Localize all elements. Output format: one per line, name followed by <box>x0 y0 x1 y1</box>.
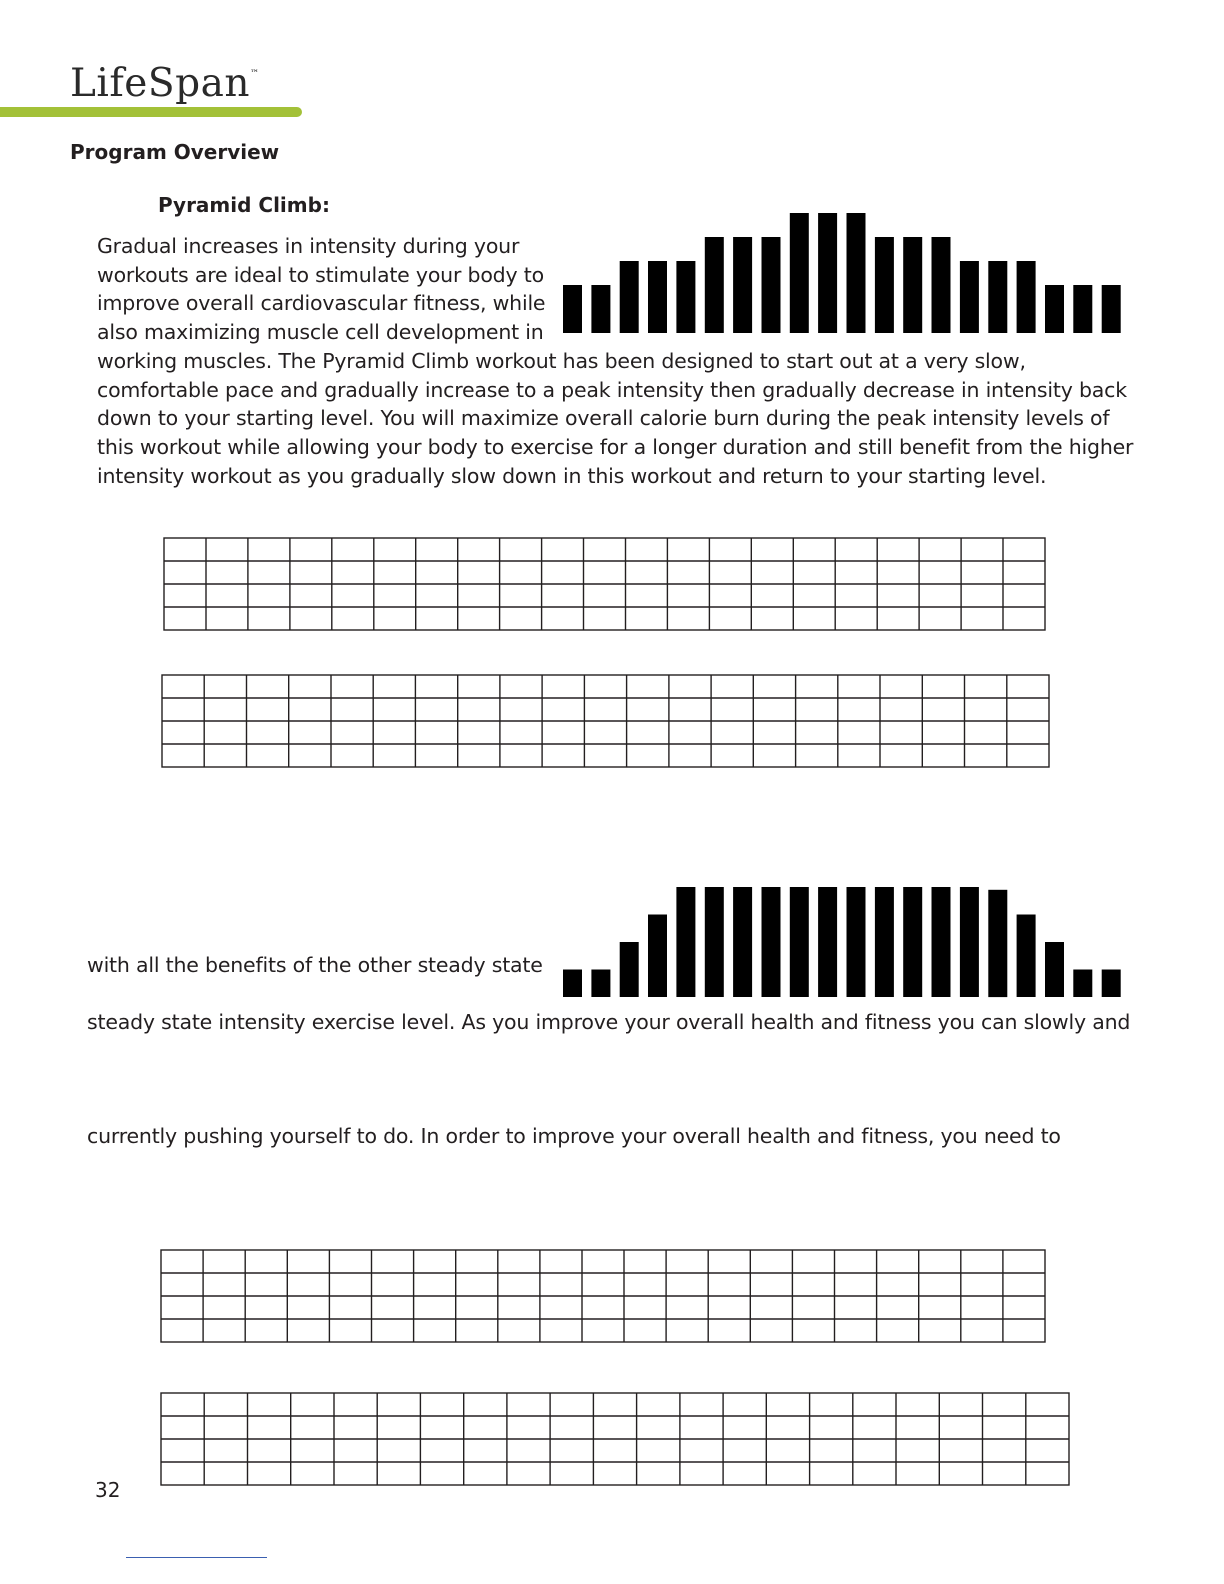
grid-border <box>161 1393 1069 1485</box>
steady-state-bar <box>762 887 781 997</box>
description-line: this workout while allowing your body to exercise for a longer duration and still benefit from the higher <box>97 434 1134 459</box>
description-line: workouts are ideal to stimulate your body to <box>97 262 544 287</box>
steady-state-bar <box>591 970 610 998</box>
steady-state-bar <box>790 887 809 997</box>
brand-accent-bar <box>0 107 302 117</box>
program-grid-2 <box>162 675 1049 767</box>
program-grid-1 <box>164 538 1045 630</box>
steady-state-bar <box>705 887 724 997</box>
program-grid-4 <box>161 1393 1069 1485</box>
steady-state-bar <box>563 970 582 998</box>
steady-state-bar <box>648 915 667 998</box>
steady-state-bar <box>875 887 894 997</box>
steady-state-bar <box>1102 970 1121 998</box>
steady-state-text-fragment: with all the benefits of the other steady state <box>87 953 543 977</box>
pyramid-climb-description <box>97 232 1133 490</box>
description-line: Gradual increases in intensity during your <box>97 234 520 258</box>
steady-state-bar <box>620 942 639 997</box>
grid-border <box>164 538 1045 630</box>
steady-state-bar <box>676 887 695 997</box>
description-line: down to your starting level. You will maximize overall calorie burn during the peak intensity levels of <box>97 406 1110 431</box>
grid-border <box>162 675 1049 767</box>
steady-state-bar <box>903 887 922 997</box>
logo-text: LifeSpan <box>70 61 250 106</box>
steady-state-bar <box>733 887 752 997</box>
section-title: Program Overview <box>70 140 280 164</box>
steady-state-text-fragment: steady state intensity exercise level. As you improve your overall health and fitness you can slowly and <box>87 1010 1131 1034</box>
steady-state-bar <box>1017 915 1036 998</box>
description-line: improve overall cardiovascular fitness, while <box>97 291 546 316</box>
lifespan-logo <box>70 61 260 106</box>
description-line: working muscles. The Pyramid Climb workout has been designed to start out at a very slow, <box>97 348 1026 373</box>
steady-state-text-fragment: currently pushing yourself to do. In order to improve your overall health and fitness, you need to <box>87 1124 1061 1148</box>
description-line: comfortable pace and gradually increase to a peak intensity then gradually decrease in intensity back <box>97 377 1127 402</box>
description-line: intensity workout as you gradually slow down in this workout and return to your starting level. <box>97 463 1047 488</box>
steady-state-bar <box>960 887 979 997</box>
footer-rule <box>126 1557 267 1558</box>
page-number: 32 <box>95 1478 121 1502</box>
pyramid-climb-title: Pyramid Climb: <box>158 193 330 217</box>
steady-state-bar <box>932 887 951 997</box>
program-grid-3 <box>161 1250 1045 1342</box>
steady-state-bar <box>1045 942 1064 997</box>
steady-state-bar <box>988 890 1007 997</box>
grid-border <box>161 1250 1045 1342</box>
steady-state-bar <box>1073 970 1092 998</box>
description-line: also maximizing muscle cell development in <box>97 320 544 345</box>
trademark-mark: ™ <box>249 69 260 79</box>
steady-state-bar <box>847 887 866 997</box>
steady-state-bar <box>818 887 837 997</box>
